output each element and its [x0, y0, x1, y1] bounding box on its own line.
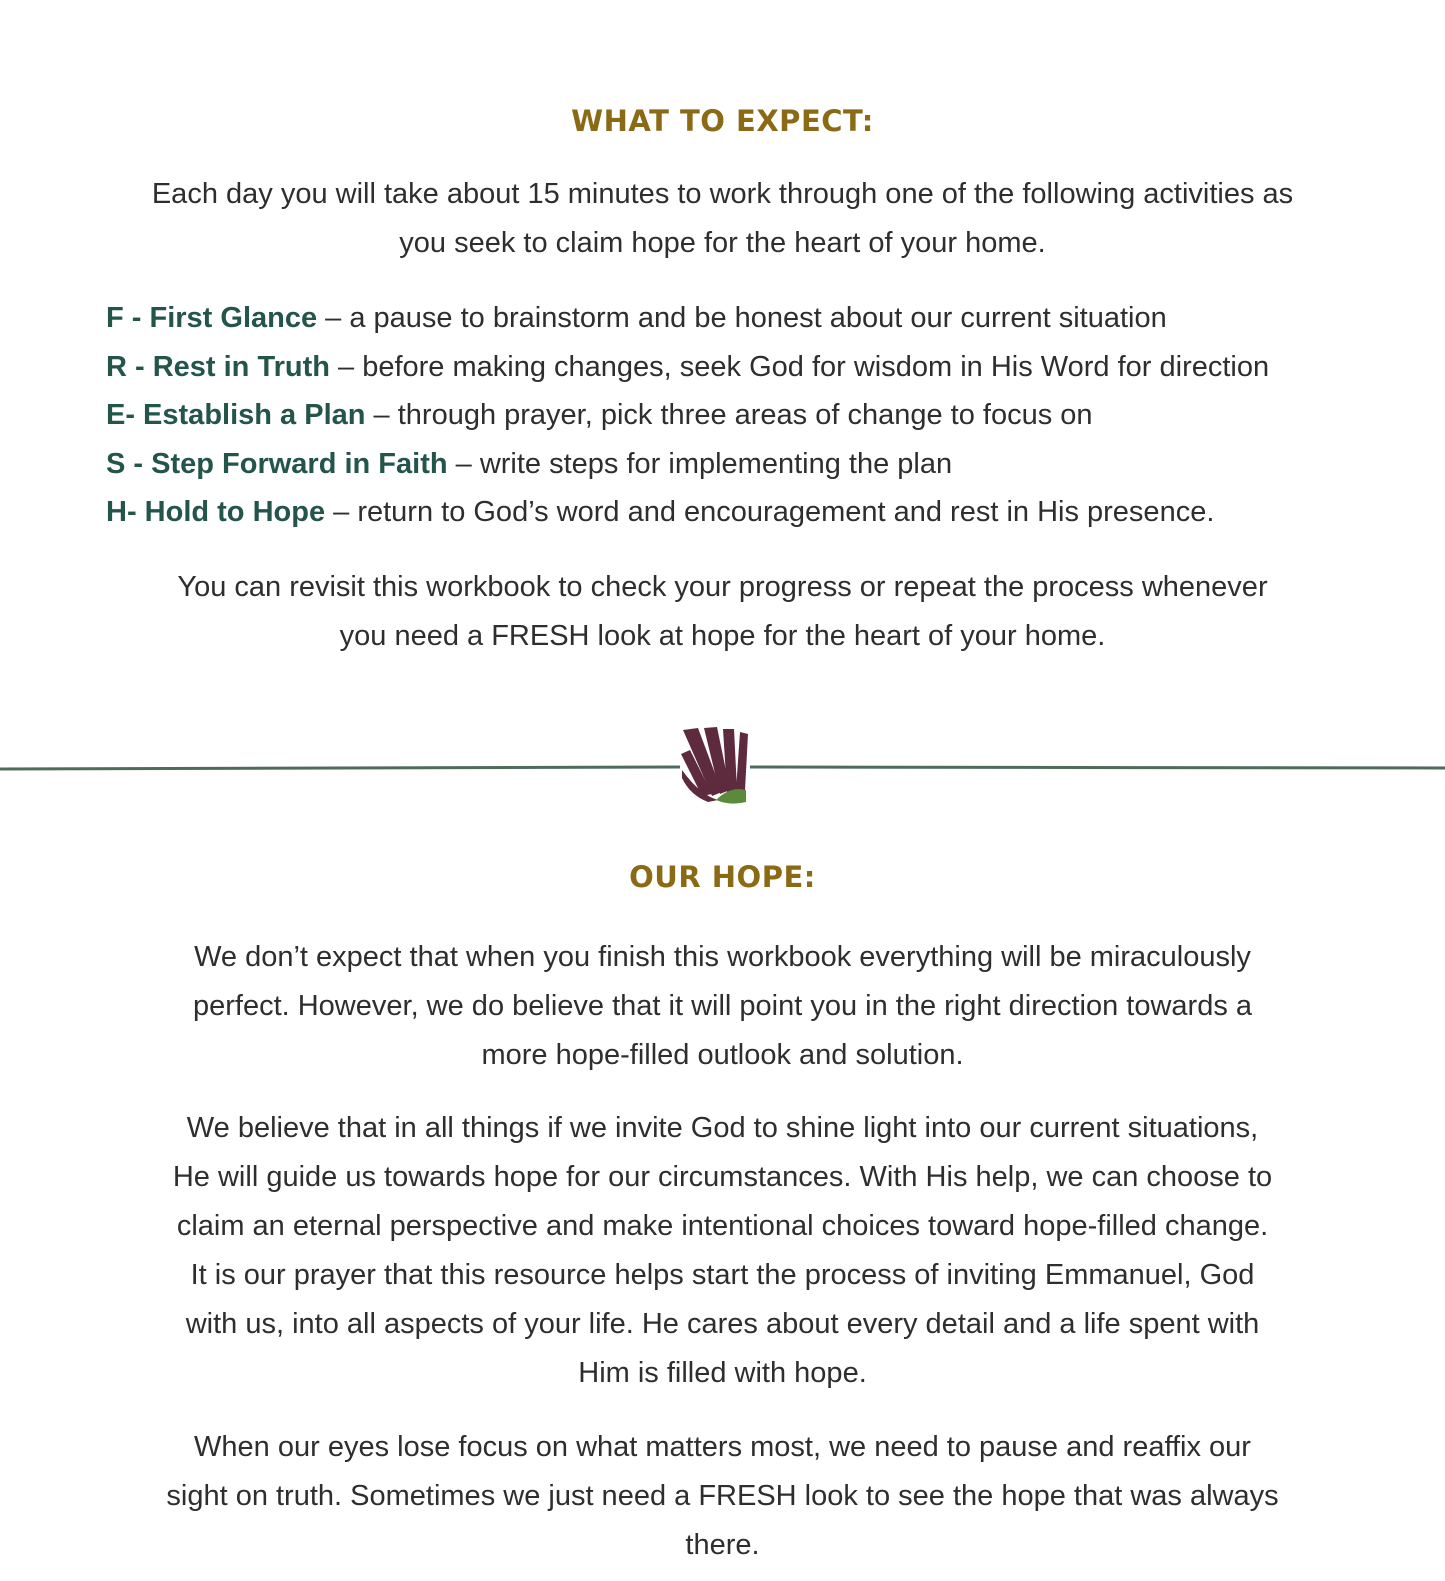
step-term: F - First Glance [106, 302, 318, 334]
paragraph-line: It is our prayer that this resource helps start the process of inviting Emmanuel, God [190, 1259, 1255, 1291]
step-description: – write steps for implementing the plan [447, 447, 953, 480]
paragraph-line: there. [685, 1529, 760, 1561]
hope-paragraph-1 [60, 933, 1385, 1080]
expect-outro-line: you need a FRESH look at hope for the heart of your home. [339, 620, 1106, 652]
step-description: – through prayer, pick three areas of change to focus on [365, 399, 1093, 431]
hope-paragraph-2 [60, 1104, 1385, 1398]
section-divider [0, 720, 1445, 815]
list-item [106, 294, 1269, 343]
list-item [106, 343, 1269, 392]
list-item [106, 391, 1269, 440]
expect-outro-line: You can revisit this workbook to check your progress or repeat the process whenever [177, 571, 1268, 603]
expect-intro-line: you seek to claim hope for the heart of your home. [399, 227, 1046, 259]
step-description: – return to God’s word and encouragement and rest in His presence. [325, 496, 1215, 528]
expect-intro [60, 170, 1385, 268]
fresh-steps-list [106, 294, 1269, 537]
paragraph-line: sight on truth. Sometimes we just need a FRESH look to see the hope that was always [166, 1480, 1279, 1512]
step-description: – a pause to brainstorm and be honest about our current situation [317, 302, 1167, 334]
list-item [106, 440, 1269, 489]
paragraph-line: He will guide us towards hope for our circumstances. With His help, we can choose to [172, 1161, 1273, 1193]
step-term: S - Step Forward in Faith [106, 447, 448, 480]
paragraph-line: perfect. However, we do believe that it will point you in the right direction towards a [192, 990, 1253, 1022]
expect-intro-line: Each day you will take about 15 minutes to work through one of the following activities as [151, 178, 1294, 210]
expect-outro [60, 563, 1385, 661]
hope-heading: OUR HOPE: [629, 860, 816, 894]
hope-paragraph-3 [60, 1423, 1385, 1570]
paragraph-line: claim an eternal perspective and make intentional choices toward hope-filled change. [176, 1210, 1269, 1242]
step-term: H- Hold to Hope [106, 496, 326, 528]
flower-icon [681, 727, 748, 804]
expect-heading: WHAT TO EXPECT: [571, 104, 874, 138]
list-item [106, 488, 1269, 537]
divider-line-left [0, 767, 680, 769]
paragraph-line: We believe that in all things if we invite God to shine light into our current situations, [186, 1112, 1259, 1144]
paragraph-line: We don’t expect that when you finish this workbook everything will be miraculously [194, 941, 1251, 973]
paragraph-line: more hope-filled outlook and solution. [481, 1039, 964, 1071]
step-term: E- Establish a Plan [106, 399, 366, 431]
step-term: R - Rest in Truth [106, 350, 330, 383]
paragraph-line: When our eyes lose focus on what matters most, we need to pause and reaffix our [194, 1431, 1251, 1463]
step-description: – before making changes, seek God for wisdom in His Word for direction [329, 350, 1270, 383]
paragraph-line: Him is filled with hope. [578, 1357, 867, 1389]
divider-line-right [750, 767, 1445, 768]
paragraph-line: with us, into all aspects of your life. He cares about every detail and a life spent with [185, 1308, 1260, 1340]
